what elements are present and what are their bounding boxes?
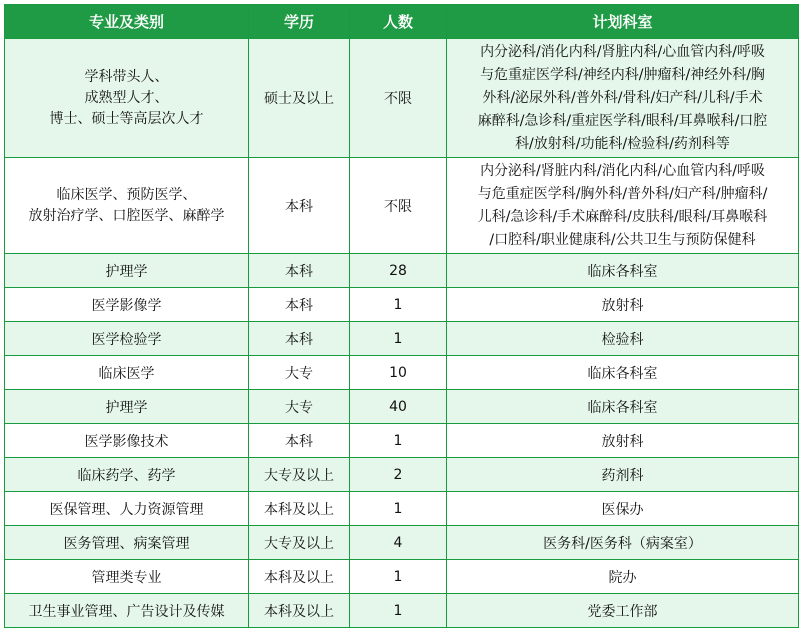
education-cell: 本科及以上 <box>249 594 350 628</box>
major-cell: 医学检验学 <box>5 322 249 356</box>
department-cell <box>447 39 799 158</box>
education-cell: 本科 <box>249 288 350 322</box>
major-cell: 卫生事业管理、广告设计及传媒 <box>5 594 249 628</box>
major-line: 成熟型人才、 <box>84 89 169 106</box>
table-row <box>5 526 799 560</box>
major-line: 博士、硕士等高层次人才 <box>49 110 204 127</box>
department-cell: 检验科 <box>447 322 799 356</box>
major-cell: 医保管理、人力资源管理 <box>5 492 249 526</box>
major-cell <box>5 158 249 254</box>
count-cell: 28 <box>350 254 447 288</box>
major-line: 临床医学、预防医学、 <box>56 186 197 203</box>
header-major: 专业及类别 <box>5 5 249 39</box>
table-row <box>5 492 799 526</box>
department-line: 与危重症医学科/神经内科/肿瘤科/神经外科/胸 <box>480 66 765 83</box>
count-cell: 1 <box>350 322 447 356</box>
major-cell: 护理学 <box>5 390 249 424</box>
major-cell <box>5 39 249 158</box>
table-body <box>5 39 799 628</box>
department-line: 与危重症医学科/胸外科/普外科/妇产科/肿瘤科/ <box>477 185 768 202</box>
department-line: 儿科/急诊科/手术麻醉科/皮肤科/眼科/耳鼻喉科 <box>477 208 768 225</box>
table-row <box>5 254 799 288</box>
count-cell: 不限 <box>350 39 447 158</box>
department-line: 内分泌科/消化内科/肾脏内科/心血管内科/呼吸 <box>480 43 765 60</box>
department-line: /口腔科/职业健康科/公共卫生与预防保健科 <box>489 231 756 248</box>
table-row <box>5 322 799 356</box>
department-cell: 临床各科室 <box>447 390 799 424</box>
count-cell: 1 <box>350 424 447 458</box>
education-cell: 本科及以上 <box>249 492 350 526</box>
table-row <box>5 356 799 390</box>
table-header <box>5 5 799 39</box>
table-row <box>5 39 799 158</box>
major-cell: 医务管理、病案管理 <box>5 526 249 560</box>
education-cell: 硕士及以上 <box>249 39 350 158</box>
department-line: 内分泌科/肾脏内科/消化内科/心血管内科/呼吸 <box>480 162 765 179</box>
education-cell: 大专 <box>249 356 350 390</box>
count-cell: 1 <box>350 492 447 526</box>
major-line: 学科带头人、 <box>84 68 169 85</box>
department-cell: 临床各科室 <box>447 254 799 288</box>
department-cell: 临床各科室 <box>447 356 799 390</box>
education-cell: 本科及以上 <box>249 560 350 594</box>
table-row <box>5 424 799 458</box>
count-cell: 1 <box>350 594 447 628</box>
header-count: 人数 <box>350 5 447 39</box>
recruitment-plan-table <box>4 4 799 628</box>
table-row <box>5 158 799 254</box>
count-cell: 2 <box>350 458 447 492</box>
department-cell: 院办 <box>447 560 799 594</box>
department-line: 麻醉科/急诊科/重症医学科/眼科/耳鼻喉科/口腔 <box>477 112 768 129</box>
table-row <box>5 594 799 628</box>
table-row <box>5 390 799 424</box>
count-cell: 不限 <box>350 158 447 254</box>
education-cell: 大专及以上 <box>249 458 350 492</box>
department-cell: 党委工作部 <box>447 594 799 628</box>
department-cell: 药剂科 <box>447 458 799 492</box>
header-row <box>5 5 799 39</box>
major-cell: 管理类专业 <box>5 560 249 594</box>
major-cell: 医学影像学 <box>5 288 249 322</box>
major-cell: 医学影像技术 <box>5 424 249 458</box>
count-cell: 40 <box>350 390 447 424</box>
major-cell: 护理学 <box>5 254 249 288</box>
education-cell: 本科 <box>249 424 350 458</box>
department-line: 外科/泌尿外科/普外科/骨科/妇产科/儿科/手术 <box>482 89 763 106</box>
education-cell: 本科 <box>249 254 350 288</box>
department-cell <box>447 158 799 254</box>
education-cell: 本科 <box>249 158 350 254</box>
count-cell: 10 <box>350 356 447 390</box>
header-education: 学历 <box>249 5 350 39</box>
department-cell: 医保办 <box>447 492 799 526</box>
department-line: 科/放射科/功能科/检验科/药剂科等 <box>515 135 730 152</box>
table-row <box>5 458 799 492</box>
education-cell: 大专及以上 <box>249 526 350 560</box>
major-cell: 临床药学、药学 <box>5 458 249 492</box>
table-row <box>5 560 799 594</box>
education-cell: 本科 <box>249 322 350 356</box>
count-cell: 1 <box>350 288 447 322</box>
major-cell: 临床医学 <box>5 356 249 390</box>
major-line: 放射治疗学、口腔医学、麻醉学 <box>28 207 225 224</box>
department-cell: 医务科/医务科（病案室） <box>447 526 799 560</box>
education-cell: 大专 <box>249 390 350 424</box>
department-cell: 放射科 <box>447 288 799 322</box>
count-cell: 1 <box>350 560 447 594</box>
table-row <box>5 288 799 322</box>
count-cell: 4 <box>350 526 447 560</box>
header-department: 计划科室 <box>447 5 799 39</box>
department-cell: 放射科 <box>447 424 799 458</box>
